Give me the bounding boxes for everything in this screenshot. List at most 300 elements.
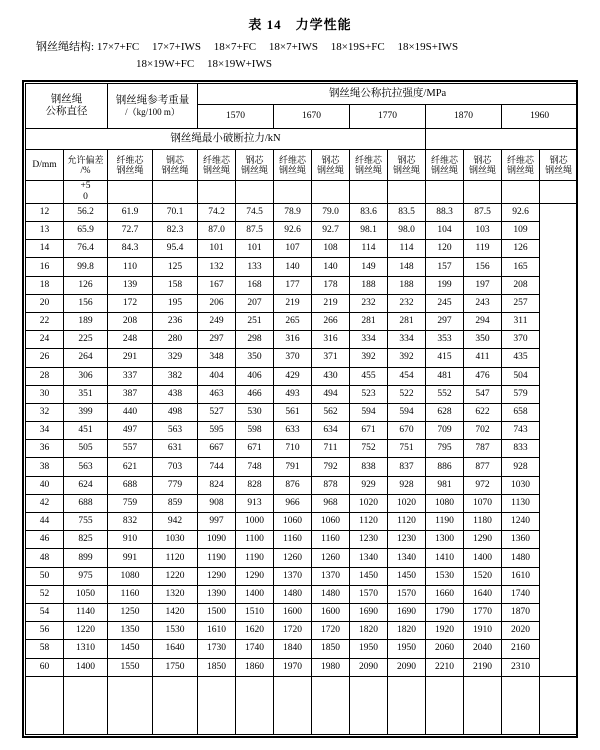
cell-weight-steel-core: 1250 — [108, 603, 153, 621]
cell-diameter: 40 — [26, 476, 64, 494]
header-nominal-diameter-line1: 钢丝绳 — [50, 93, 83, 105]
cell-1960-steel-core: 370 — [502, 331, 540, 349]
header-weight-fibre-core-line2: 钢丝绳 — [116, 165, 144, 175]
label-line2: 钢丝绳 — [545, 165, 573, 175]
spacer-row-top — [26, 181, 578, 204]
cell-1670-steel-core: 429 — [274, 367, 312, 385]
cell-weight-steel-core: 557 — [108, 440, 153, 458]
label-line1: 纤维芯 — [506, 154, 534, 165]
cell-weight-fibre-core: 156 — [64, 294, 108, 312]
cell-1770-steel-core: 1340 — [350, 549, 388, 567]
cell-diameter: 24 — [26, 331, 64, 349]
cell-1570-fibre-core: 95.4 — [153, 240, 198, 258]
cell-weight-steel-core: 139 — [108, 276, 153, 294]
cell-weight-fibre-core: 755 — [64, 513, 108, 531]
structure-item: 18×7+IWS — [268, 41, 318, 53]
table-row — [26, 440, 578, 458]
cell-1870-steel-core: 157 — [426, 258, 464, 276]
cell-1570-fibre-core: 82.3 — [153, 222, 198, 240]
cell-diameter: 36 — [26, 440, 64, 458]
label-line1: 钢芯 — [245, 154, 264, 165]
header-1870-steel-core — [464, 150, 502, 181]
cell-1770-steel-core: 98.1 — [350, 222, 388, 240]
structure-item: 18×7+FC — [213, 41, 257, 53]
table-row — [26, 585, 578, 603]
cell-1960-fibre-core: 119 — [464, 240, 502, 258]
cell-1570-steel-core: 1090 — [198, 531, 236, 549]
header-diameter-unit: D/mm — [26, 150, 64, 181]
cell-1670-steel-core: 633 — [274, 422, 312, 440]
cell-1770-fibre-core: 430 — [312, 367, 350, 385]
spacer-cell — [274, 181, 312, 204]
label-line1: 钢芯 — [397, 154, 416, 165]
cell-weight-fibre-core: 99.8 — [64, 258, 108, 276]
cell-1870-fibre-core: 751 — [388, 440, 426, 458]
cell-1670-steel-core: 316 — [274, 331, 312, 349]
spacer-cell — [312, 181, 350, 204]
cell-1670-fibre-core: 748 — [236, 458, 274, 476]
cell-diameter: 18 — [26, 276, 64, 294]
cell-1870-fibre-core: 1820 — [388, 622, 426, 640]
blank-cell — [236, 676, 274, 734]
spacer-cell — [350, 181, 388, 204]
cell-1770-steel-core: 523 — [350, 385, 388, 403]
cell-weight-fibre-core: 1400 — [64, 658, 108, 676]
cell-1570-steel-core: 404 — [198, 367, 236, 385]
cell-1770-fibre-core: 1600 — [312, 603, 350, 621]
cell-1570-fibre-core: 1120 — [153, 549, 198, 567]
cell-1770-steel-core: 281 — [350, 312, 388, 330]
cell-1570-steel-core: 249 — [198, 312, 236, 330]
cell-1770-fibre-core: 878 — [312, 476, 350, 494]
cell-1770-steel-core: 232 — [350, 294, 388, 312]
cell-weight-fibre-core: 126 — [64, 276, 108, 294]
cell-1770-steel-core: 594 — [350, 403, 388, 421]
blank-cell — [502, 676, 540, 734]
cell-weight-steel-core: 208 — [108, 312, 153, 330]
cell-1570-steel-core: 1730 — [198, 640, 236, 658]
cell-1770-fibre-core: 79.0 — [312, 203, 350, 221]
cell-1770-steel-core: 1230 — [350, 531, 388, 549]
cell-1670-fibre-core: 298 — [236, 331, 274, 349]
tolerance-value-cell — [64, 181, 108, 204]
cell-1960-fibre-core: 197 — [464, 276, 502, 294]
cell-weight-steel-core: 387 — [108, 385, 153, 403]
cell-1870-steel-core: 1790 — [426, 603, 464, 621]
cell-diameter: 32 — [26, 403, 64, 421]
tolerance-upper: +5 — [80, 181, 91, 191]
cell-diameter: 14 — [26, 240, 64, 258]
cell-1770-steel-core: 1120 — [350, 513, 388, 531]
cell-1570-steel-core: 297 — [198, 331, 236, 349]
cell-weight-steel-core: 172 — [108, 294, 153, 312]
label-line1: 纤维芯 — [202, 154, 230, 165]
cell-1960-fibre-core: 702 — [464, 422, 502, 440]
cell-1770-fibre-core: 316 — [312, 331, 350, 349]
cell-1870-steel-core: 1300 — [426, 531, 464, 549]
cell-1960-steel-core: 928 — [502, 458, 540, 476]
cell-weight-fibre-core: 225 — [64, 331, 108, 349]
cell-1870-fibre-core: 232 — [388, 294, 426, 312]
label-line2: 钢丝绳 — [202, 165, 230, 175]
cell-1870-steel-core: 88.3 — [426, 203, 464, 221]
cell-weight-fibre-core: 1220 — [64, 622, 108, 640]
label-line2: 钢丝绳 — [316, 165, 344, 175]
cell-weight-steel-core: 1450 — [108, 640, 153, 658]
blank-cell — [388, 676, 426, 734]
cell-1570-fibre-core: 195 — [153, 294, 198, 312]
cell-weight-fibre-core: 1050 — [64, 585, 108, 603]
cell-1770-fibre-core: 968 — [312, 494, 350, 512]
table-row — [26, 549, 578, 567]
cell-1570-steel-core: 595 — [198, 422, 236, 440]
blank-cell — [312, 676, 350, 734]
cell-1570-steel-core: 824 — [198, 476, 236, 494]
blank-cell — [108, 676, 153, 734]
cell-1960-fibre-core: 1520 — [464, 567, 502, 585]
cell-weight-steel-core: 110 — [108, 258, 153, 276]
cell-1570-fibre-core: 1750 — [153, 658, 198, 676]
cell-1570-steel-core: 463 — [198, 385, 236, 403]
cell-1870-fibre-core: 1570 — [388, 585, 426, 603]
cell-1570-fibre-core: 1640 — [153, 640, 198, 658]
cell-1770-fibre-core: 634 — [312, 422, 350, 440]
cell-1960-fibre-core: 1910 — [464, 622, 502, 640]
cell-1870-fibre-core: 1450 — [388, 567, 426, 585]
cell-1570-steel-core: 87.0 — [198, 222, 236, 240]
header-tolerance-line2: /% — [80, 165, 91, 175]
cell-weight-fibre-core: 264 — [64, 349, 108, 367]
cell-1960-fibre-core: 972 — [464, 476, 502, 494]
cell-weight-steel-core: 1350 — [108, 622, 153, 640]
cell-1960-fibre-core: 1640 — [464, 585, 502, 603]
cell-1570-steel-core: 132 — [198, 258, 236, 276]
cell-weight-fibre-core: 56.2 — [64, 203, 108, 221]
cell-1870-fibre-core: 1690 — [388, 603, 426, 621]
table-row — [26, 276, 578, 294]
cell-diameter: 26 — [26, 349, 64, 367]
cell-1960-steel-core: 1740 — [502, 585, 540, 603]
cell-1670-fibre-core: 406 — [236, 367, 274, 385]
page — [0, 14, 600, 750]
label-line2: 钢丝绳 — [506, 165, 534, 175]
cell-1960-fibre-core: 1400 — [464, 549, 502, 567]
cell-1960-fibre-core: 2040 — [464, 640, 502, 658]
cell-weight-fibre-core: 189 — [64, 312, 108, 330]
blank-cell — [198, 676, 236, 734]
cell-1770-steel-core: 671 — [350, 422, 388, 440]
cell-1770-steel-core: 2090 — [350, 658, 388, 676]
structure-line-2 — [36, 56, 600, 73]
table-row — [26, 258, 578, 276]
header-weight-fibre-core — [108, 150, 153, 181]
cell-1670-fibre-core: 1100 — [236, 531, 274, 549]
cell-diameter: 44 — [26, 513, 64, 531]
cell-1770-steel-core: 392 — [350, 349, 388, 367]
cell-1570-steel-core: 348 — [198, 349, 236, 367]
cell-1570-steel-core: 1290 — [198, 567, 236, 585]
header-weight-steel-core-line1: 钢芯 — [165, 154, 184, 165]
cell-1570-fibre-core: 1530 — [153, 622, 198, 640]
cell-1670-fibre-core: 1510 — [236, 603, 274, 621]
structure-item: 18×19W+FC — [136, 57, 195, 70]
structure-item: 18×19S+IWS — [397, 41, 459, 53]
header-1960-steel-core — [540, 150, 578, 181]
cell-diameter: 13 — [26, 222, 64, 240]
cell-1870-steel-core: 552 — [426, 385, 464, 403]
table-row — [26, 349, 578, 367]
cell-1770-fibre-core: 266 — [312, 312, 350, 330]
spacer-cell — [108, 181, 153, 204]
label-line2: 钢丝绳 — [278, 165, 306, 175]
label-line1: 纤维芯 — [354, 154, 382, 165]
cell-1870-fibre-core: 454 — [388, 367, 426, 385]
cell-1770-fibre-core: 1980 — [312, 658, 350, 676]
cell-1670-fibre-core: 1400 — [236, 585, 274, 603]
cell-weight-fibre-core: 825 — [64, 531, 108, 549]
cell-1870-fibre-core: 281 — [388, 312, 426, 330]
cell-1870-fibre-core: 334 — [388, 331, 426, 349]
cell-1960-fibre-core: 411 — [464, 349, 502, 367]
cell-1770-fibre-core: 792 — [312, 458, 350, 476]
table-row — [26, 403, 578, 421]
cell-1670-steel-core: 1060 — [274, 513, 312, 531]
cell-1960-fibre-core: 547 — [464, 385, 502, 403]
cell-1570-fibre-core: 563 — [153, 422, 198, 440]
cell-1870-fibre-core: 522 — [388, 385, 426, 403]
header-breaking-force: 钢丝绳最小破断拉力/kN — [26, 129, 426, 150]
cell-1960-fibre-core: 156 — [464, 258, 502, 276]
cell-1670-fibre-core: 1740 — [236, 640, 274, 658]
cell-1670-fibre-core: 913 — [236, 494, 274, 512]
cell-1870-steel-core: 297 — [426, 312, 464, 330]
cell-1960-steel-core: 504 — [502, 367, 540, 385]
cell-weight-steel-core: 1160 — [108, 585, 153, 603]
cell-1670-steel-core: 140 — [274, 258, 312, 276]
cell-weight-fibre-core: 76.4 — [64, 240, 108, 258]
cell-1570-fibre-core: 158 — [153, 276, 198, 294]
cell-1670-fibre-core: 101 — [236, 240, 274, 258]
header-weight-steel-core — [153, 150, 198, 181]
header-strength-1570: 1570 — [198, 105, 274, 129]
cell-1870-steel-core: 981 — [426, 476, 464, 494]
structure-label: 钢丝绳结构: — [36, 41, 95, 53]
cell-1870-fibre-core: 83.5 — [388, 203, 426, 221]
cell-1870-steel-core: 415 — [426, 349, 464, 367]
label-line2: 钢丝绳 — [240, 165, 268, 175]
cell-1570-steel-core: 1390 — [198, 585, 236, 603]
cell-1870-steel-core: 1410 — [426, 549, 464, 567]
cell-1770-steel-core: 114 — [350, 240, 388, 258]
header-row-4 — [26, 150, 578, 181]
cell-1960-fibre-core: 1180 — [464, 513, 502, 531]
cell-1570-steel-core: 74.2 — [198, 203, 236, 221]
table-row — [26, 203, 578, 221]
cell-1570-steel-core: 1500 — [198, 603, 236, 621]
cell-1570-fibre-core: 631 — [153, 440, 198, 458]
cell-1960-steel-core: 257 — [502, 294, 540, 312]
table-row — [26, 385, 578, 403]
cell-1570-fibre-core: 1420 — [153, 603, 198, 621]
cell-1770-steel-core: 752 — [350, 440, 388, 458]
cell-1670-steel-core: 219 — [274, 294, 312, 312]
cell-1870-fibre-core: 837 — [388, 458, 426, 476]
cell-1570-fibre-core: 70.1 — [153, 203, 198, 221]
cell-1960-steel-core: 165 — [502, 258, 540, 276]
cell-1670-steel-core: 1160 — [274, 531, 312, 549]
table-row — [26, 531, 578, 549]
header-1670-steel-core — [312, 150, 350, 181]
cell-weight-steel-core: 497 — [108, 422, 153, 440]
header-strength-1770: 1770 — [350, 105, 426, 129]
cell-1770-fibre-core: 1480 — [312, 585, 350, 603]
spacer-cell — [198, 181, 236, 204]
cell-weight-steel-core: 688 — [108, 476, 153, 494]
cell-1870-steel-core: 104 — [426, 222, 464, 240]
cell-diameter: 20 — [26, 294, 64, 312]
cell-1670-fibre-core: 1290 — [236, 567, 274, 585]
cell-1570-fibre-core: 1220 — [153, 567, 198, 585]
cell-weight-steel-core: 1080 — [108, 567, 153, 585]
header-weight-fibre-core-line1: 纤维芯 — [116, 154, 144, 165]
cell-1770-fibre-core: 140 — [312, 258, 350, 276]
cell-1670-steel-core: 1370 — [274, 567, 312, 585]
cell-1870-steel-core: 795 — [426, 440, 464, 458]
cell-1670-fibre-core: 251 — [236, 312, 274, 330]
blank-cell — [540, 676, 578, 734]
cell-weight-fibre-core: 975 — [64, 567, 108, 585]
cell-1770-fibre-core: 1260 — [312, 549, 350, 567]
label-line2: 钢丝绳 — [430, 165, 458, 175]
cell-weight-steel-core: 337 — [108, 367, 153, 385]
cell-1870-fibre-core: 188 — [388, 276, 426, 294]
header-tensile-strength-group: 钢丝绳公称抗拉强度/MPa — [198, 84, 578, 105]
cell-1960-fibre-core: 1770 — [464, 603, 502, 621]
table-row — [26, 312, 578, 330]
cell-1870-steel-core: 2210 — [426, 658, 464, 676]
cell-1670-fibre-core: 598 — [236, 422, 274, 440]
cell-diameter: 52 — [26, 585, 64, 603]
table-row — [26, 513, 578, 531]
cell-1870-steel-core: 245 — [426, 294, 464, 312]
table-row — [26, 603, 578, 621]
spacer-cell — [236, 181, 274, 204]
cell-1670-fibre-core: 671 — [236, 440, 274, 458]
label-line1: 纤维芯 — [278, 154, 306, 165]
cell-1570-fibre-core: 779 — [153, 476, 198, 494]
label-line1: 纤维芯 — [430, 154, 458, 165]
cell-weight-steel-core: 910 — [108, 531, 153, 549]
cell-1960-fibre-core: 2190 — [464, 658, 502, 676]
cell-1670-steel-core: 561 — [274, 403, 312, 421]
cell-1960-steel-core: 1870 — [502, 603, 540, 621]
cell-diameter: 48 — [26, 549, 64, 567]
cell-1960-steel-core: 1360 — [502, 531, 540, 549]
cell-1570-fibre-core: 125 — [153, 258, 198, 276]
table-row — [26, 640, 578, 658]
spacer-cell — [153, 181, 198, 204]
cell-1770-fibre-core: 1160 — [312, 531, 350, 549]
cell-weight-steel-core: 248 — [108, 331, 153, 349]
page-title: 表 14 力学性能 — [248, 17, 352, 32]
cell-1770-fibre-core: 494 — [312, 385, 350, 403]
cell-1870-fibre-core: 1020 — [388, 494, 426, 512]
cell-diameter: 56 — [26, 622, 64, 640]
cell-1960-steel-core: 92.6 — [502, 203, 540, 221]
cell-1870-steel-core: 2060 — [426, 640, 464, 658]
cell-1670-steel-core: 1260 — [274, 549, 312, 567]
header-reference-weight-line1: 钢丝绳参考重量 — [115, 94, 190, 106]
cell-1960-steel-core: 208 — [502, 276, 540, 294]
cell-diameter: 60 — [26, 658, 64, 676]
structure-item: 18×19S+FC — [330, 41, 385, 53]
cell-1770-steel-core: 455 — [350, 367, 388, 385]
blank-cell — [464, 676, 502, 734]
cell-1960-steel-core: 109 — [502, 222, 540, 240]
cell-1570-fibre-core: 236 — [153, 312, 198, 330]
cell-1960-steel-core: 2160 — [502, 640, 540, 658]
cell-1870-fibre-core: 594 — [388, 403, 426, 421]
cell-1570-steel-core: 908 — [198, 494, 236, 512]
header-tolerance-line1: 允许偏差 — [67, 154, 104, 165]
cell-weight-steel-core: 84.3 — [108, 240, 153, 258]
cell-diameter: 42 — [26, 494, 64, 512]
structure-block — [0, 39, 600, 72]
cell-weight-fibre-core: 451 — [64, 422, 108, 440]
cell-1670-steel-core: 791 — [274, 458, 312, 476]
cell-diameter: 54 — [26, 603, 64, 621]
header-reference-weight-unit: /（kg/100 m） — [125, 106, 180, 117]
table-row — [26, 494, 578, 512]
cell-diameter: 28 — [26, 367, 64, 385]
table-row — [26, 222, 578, 240]
cell-1670-steel-core: 710 — [274, 440, 312, 458]
cell-1770-fibre-core: 108 — [312, 240, 350, 258]
cell-1770-fibre-core: 1060 — [312, 513, 350, 531]
cell-1570-steel-core: 167 — [198, 276, 236, 294]
cell-1770-steel-core: 1690 — [350, 603, 388, 621]
cell-weight-steel-core: 832 — [108, 513, 153, 531]
cell-1670-steel-core: 493 — [274, 385, 312, 403]
cell-1960-steel-core: 1030 — [502, 476, 540, 494]
cell-weight-steel-core: 61.9 — [108, 203, 153, 221]
cell-1960-fibre-core: 103 — [464, 222, 502, 240]
cell-diameter: 12 — [26, 203, 64, 221]
cell-1570-fibre-core: 859 — [153, 494, 198, 512]
cell-1870-steel-core: 353 — [426, 331, 464, 349]
header-tolerance — [64, 150, 108, 181]
cell-1570-steel-core: 1850 — [198, 658, 236, 676]
cell-1670-fibre-core: 1860 — [236, 658, 274, 676]
cell-weight-fibre-core: 351 — [64, 385, 108, 403]
cell-1570-fibre-core: 942 — [153, 513, 198, 531]
cell-1570-steel-core: 1610 — [198, 622, 236, 640]
cell-weight-steel-core: 759 — [108, 494, 153, 512]
cell-1960-fibre-core: 87.5 — [464, 203, 502, 221]
label-line2: 钢丝绳 — [354, 165, 382, 175]
cell-1960-steel-core: 2020 — [502, 622, 540, 640]
cell-1870-steel-core: 199 — [426, 276, 464, 294]
cell-1670-steel-core: 265 — [274, 312, 312, 330]
cell-1770-steel-core: 188 — [350, 276, 388, 294]
cell-1670-fibre-core: 828 — [236, 476, 274, 494]
blank-cell — [426, 676, 464, 734]
cell-diameter: 38 — [26, 458, 64, 476]
header-strength-1870: 1870 — [426, 105, 502, 129]
header-row-3 — [26, 129, 578, 150]
cell-weight-fibre-core: 688 — [64, 494, 108, 512]
cell-1670-fibre-core: 1000 — [236, 513, 274, 531]
